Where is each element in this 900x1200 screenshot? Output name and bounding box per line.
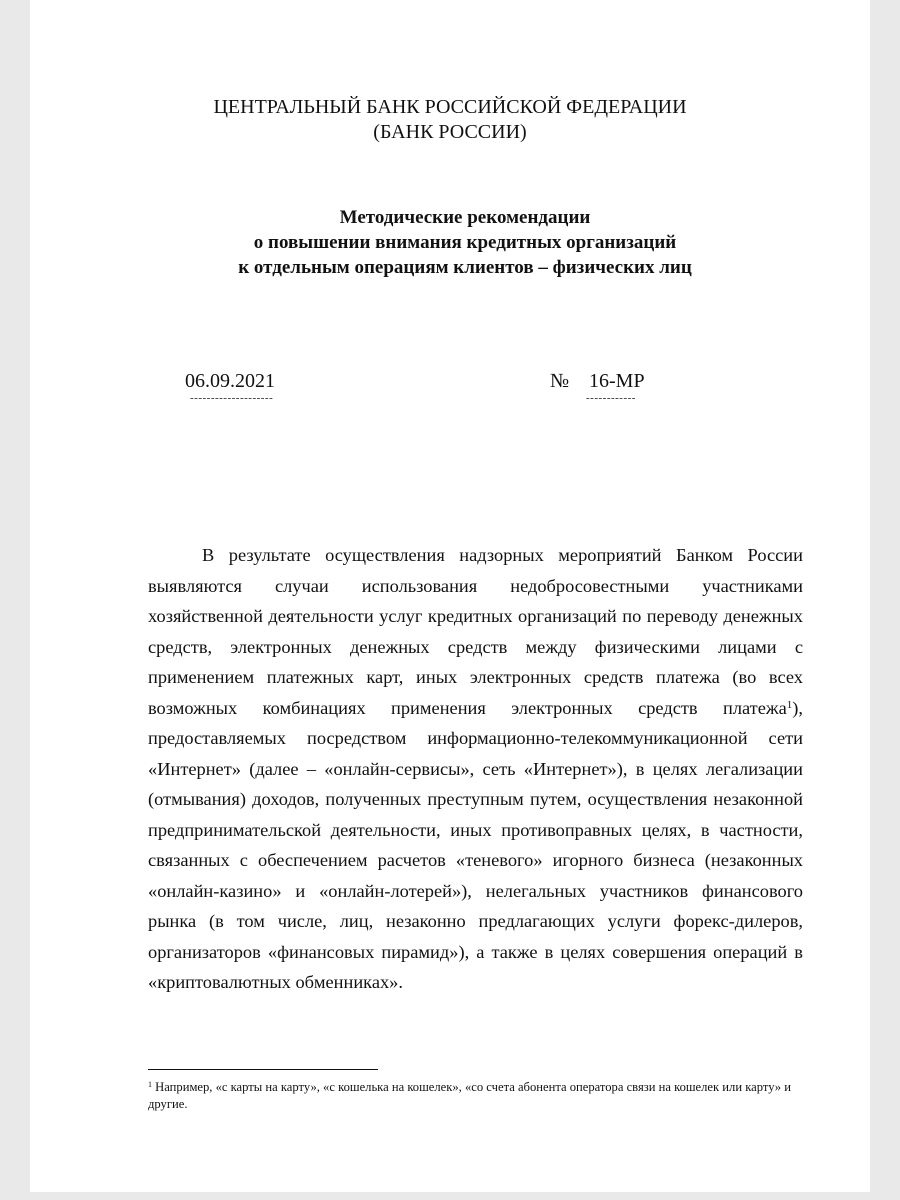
- document-date: 06.09.2021: [185, 370, 275, 392]
- issuer-header: [30, 95, 870, 145]
- number-sign: №: [550, 370, 570, 392]
- number-underline: ------------: [586, 392, 636, 404]
- footnote-reference: 1: [786, 698, 793, 711]
- body-paragraph: [148, 540, 803, 998]
- issuer-short-name: (БАНК РОССИИ): [373, 121, 527, 143]
- footnote-text: Например, «с карты на карту», «с кошелька на кошелек», «со счета абонента оператора связи на кошелек или карту» и другие.: [148, 1080, 791, 1111]
- date-underline: --------------------: [190, 392, 274, 404]
- footnote-marker: 1: [148, 1080, 152, 1089]
- title-line-2: о повышении внимания кредитных организаций: [253, 232, 677, 253]
- document-number: 16-МР: [589, 370, 645, 392]
- issuer-name: ЦЕНТРАЛЬНЫЙ БАНК РОССИЙСКОЙ ФЕДЕРАЦИИ: [213, 96, 687, 118]
- body-text-part-2: ), предоставляемых посредством информационно-телекоммуникационной сети «Интернет» (далее – «онлайн-сервисы», сеть «Интернет»), в целях легализации (отмывания) доходов, полученных преступным путем, осуществления незаконной предпринимательской деятельности, иных противоправных целях, в частности, связанных с обеспечением расчетов «теневого» игорного бизнеса (незаконных «онлайн-казино» и «онлайн-лотерей»), нелегальных участников финансового рынка (в том числе, лиц, незаконно предлагающих услуги форекс-дилеров, организаторов «финансовых пирамид»), а также в целях совершения операций в «криптовалютных обменниках».: [148, 697, 803, 992]
- footnote-separator: [148, 1069, 378, 1070]
- document-page: [30, 0, 870, 1192]
- body-text-part-1: В результате осуществления надзорных мероприятий Банком России выявляются случаи использования недобросовестными участниками хозяйственной деятельности услуг кредитных организаций по переводу денежных средств, электронных денежных средств между физическими лицами с применением платежных карт, иных электронных средств платежа (во всех возможных комбинациях применения электронных средств платежа: [148, 545, 803, 718]
- title-line-3: к отдельным операциям клиентов – физических лиц: [238, 257, 692, 278]
- title-line-1: Методические рекомендации: [339, 207, 591, 228]
- footnote: [148, 1079, 808, 1113]
- document-title: [30, 205, 900, 280]
